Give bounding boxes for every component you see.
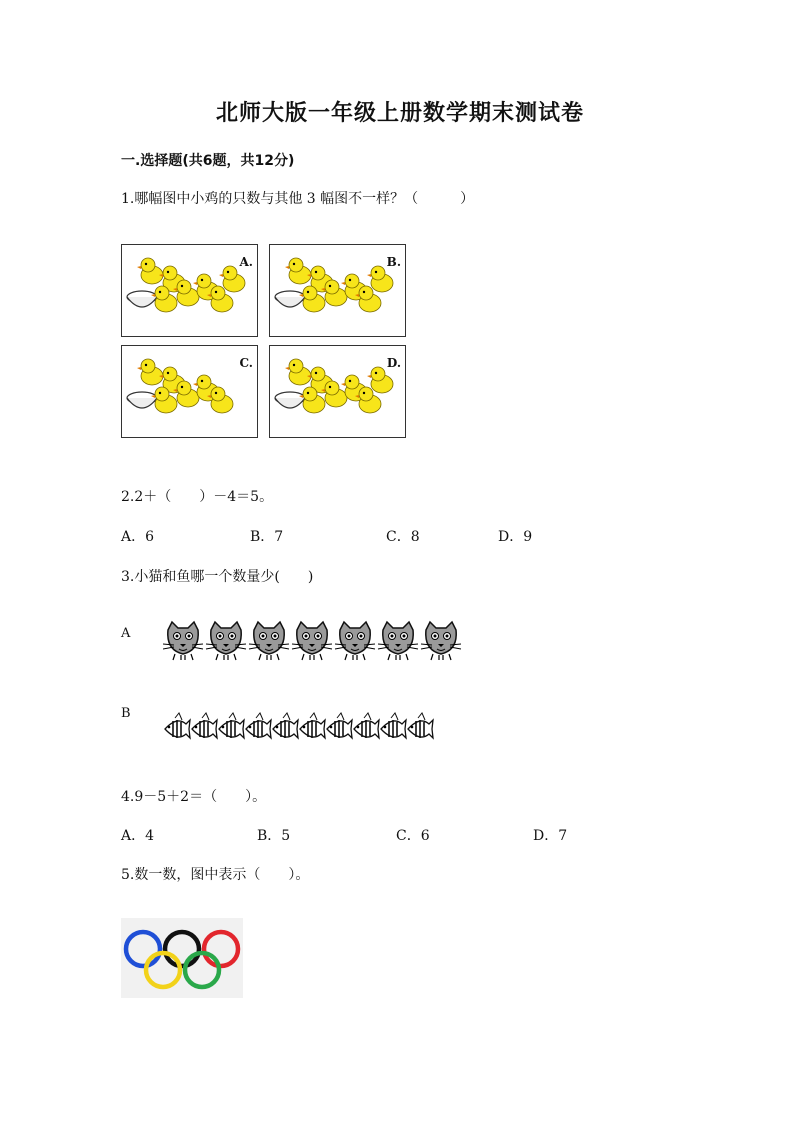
ring-icon xyxy=(126,932,160,966)
ring-icon xyxy=(146,953,180,987)
panel-letter: B. xyxy=(386,255,401,269)
cat-icon xyxy=(163,622,203,660)
chick-panel-b xyxy=(269,244,406,337)
chick-icon xyxy=(137,258,163,284)
fish-icon xyxy=(354,713,379,738)
cat-row xyxy=(163,620,473,664)
cat-icon xyxy=(206,622,246,660)
fish-row xyxy=(163,712,443,746)
chick-panel-a xyxy=(121,244,258,337)
chick-illustration xyxy=(122,346,256,436)
q2-option-c: C．8 xyxy=(386,529,420,545)
panel-letter: D. xyxy=(386,356,401,370)
ring-icon xyxy=(165,932,199,966)
section-heading: 一.选择题(共6题，共12分) xyxy=(121,153,295,169)
chick-figure xyxy=(121,244,407,440)
cat-icon xyxy=(335,622,375,660)
fish-icon xyxy=(192,713,217,738)
panel-letter: A. xyxy=(239,255,253,269)
row-label-a: A xyxy=(121,626,131,641)
cat-icon xyxy=(378,622,418,660)
q4-option-d: D．7 xyxy=(533,828,568,844)
fish-icon xyxy=(219,713,244,738)
fish-icon xyxy=(408,713,433,738)
q2-option-b: B．7 xyxy=(250,529,284,545)
chick-panel-c xyxy=(121,345,258,438)
fish-icon xyxy=(327,713,352,738)
bowl-icon xyxy=(275,392,305,408)
fish-icon xyxy=(246,713,271,738)
bowl-icon xyxy=(275,291,305,307)
q2-option-d: D．9 xyxy=(498,529,533,545)
olympic-rings-figure xyxy=(121,918,243,998)
olympic-rings-icon xyxy=(121,918,243,998)
fish-icon xyxy=(273,713,298,738)
chick-icon xyxy=(137,359,163,385)
question-5: 5.数一数，图中表示（ ）。 xyxy=(121,867,310,883)
q4-option-a: A．4 xyxy=(121,828,155,844)
fish-icon xyxy=(381,713,406,738)
panel-letter: C. xyxy=(239,356,253,370)
fish-icon xyxy=(165,713,190,738)
page-title: 北师大版一年级上册数学期末测试卷 xyxy=(215,101,584,126)
q4-option-c: C．6 xyxy=(396,828,430,844)
question-1: 1.哪幅图中小鸡的只数与其他 3 幅图不一样？（ ） xyxy=(121,191,475,207)
chick-icon xyxy=(285,359,311,385)
question-2: 2.2＋（ ）－4＝5。 xyxy=(121,489,274,505)
chick-icon xyxy=(285,258,311,284)
question-3: 3.小猫和鱼哪一个数量少( ) xyxy=(121,569,314,585)
question-4: 4.9－5＋2＝（ ）。 xyxy=(121,789,267,805)
fish-icon xyxy=(300,713,325,738)
cat-icon xyxy=(292,622,332,660)
cat-icon xyxy=(249,622,289,660)
chick-illustration xyxy=(270,346,404,436)
ring-icon xyxy=(204,932,238,966)
chick-illustration xyxy=(122,245,256,335)
ring-icon xyxy=(185,953,219,987)
chick-panel-d xyxy=(269,345,406,438)
bowl-icon xyxy=(127,291,157,307)
chick-illustration xyxy=(270,245,404,335)
q4-option-b: B．5 xyxy=(257,828,291,844)
row-label-b: B xyxy=(121,706,131,721)
q2-option-a: A．6 xyxy=(121,529,155,545)
bowl-icon xyxy=(127,392,157,408)
cat-icon xyxy=(421,622,461,660)
